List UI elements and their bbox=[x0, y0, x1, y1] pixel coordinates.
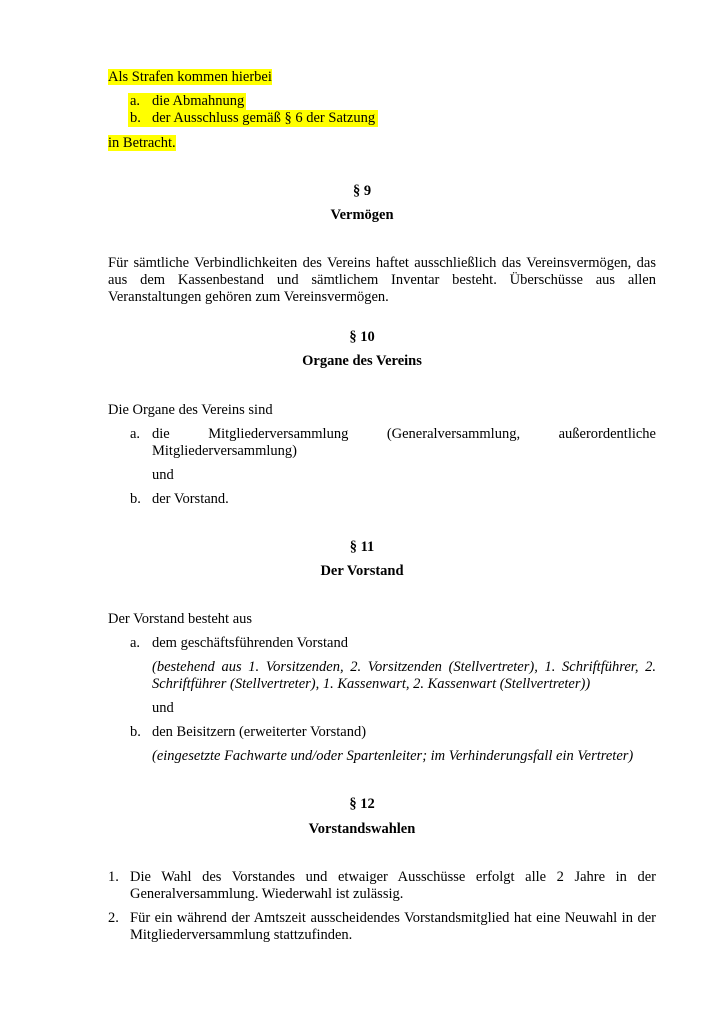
section-9-number: § 9 bbox=[352, 183, 372, 199]
penalty-item-a: die Abmahnung bbox=[152, 93, 245, 109]
section-11-number: § 11 bbox=[349, 539, 375, 555]
board-item-b-note: (eingesetzte Fachwarte und/oder Spartenleiter; im Verhinderungsfall ein Vertreter) bbox=[152, 748, 634, 764]
organ-item-a-line2: Mitgliederversammlung) bbox=[152, 443, 297, 459]
election-item-2-marker: 2. bbox=[108, 910, 119, 926]
election-item-1: Die Wahl des Vorstandes und etwaiger Ausschüsse erfolgt alle 2 Jahre in der Generalversammlung. Wiederwahl ist zulässig. bbox=[130, 869, 656, 902]
board-item-a-marker: a. bbox=[130, 635, 141, 651]
penalty-item-b-marker: b. bbox=[130, 110, 141, 126]
board-and: und bbox=[152, 700, 174, 716]
organ-item-b: der Vorstand. bbox=[152, 491, 229, 507]
organ-item-a-marker: a. bbox=[130, 426, 141, 442]
section-9-title: Vermögen bbox=[330, 207, 394, 223]
penalties-intro: Als Strafen kommen hierbei bbox=[108, 69, 272, 85]
organ-item-a-line1: die Mitgliederversammlung (Generalversammlung, außerordentliche bbox=[152, 426, 656, 442]
section-11-intro: Der Vorstand besteht aus bbox=[108, 611, 253, 627]
section-11-title: Der Vorstand bbox=[320, 563, 404, 579]
section-12-title: Vorstandswahlen bbox=[308, 821, 416, 837]
section-10-number: § 10 bbox=[349, 329, 375, 345]
organ-and: und bbox=[152, 467, 174, 483]
election-item-1-marker: 1. bbox=[108, 869, 119, 885]
section-10-intro: Die Organe des Vereins sind bbox=[108, 402, 273, 418]
election-item-2: Für ein während der Amtszeit ausscheidendes Vorstandsmitglied hat eine Neuwahl in der Mitgliederversammlung stattzufinden. bbox=[130, 910, 656, 943]
section-12-number: § 12 bbox=[349, 796, 375, 812]
section-9-body: Für sämtliche Verbindlichkeiten des Vereins haftet ausschließlich das Vereinsvermögen, das aus dem Kassenbestand und sämtlichem Inventar besteht. Überschüsse aus allen Veranstaltungen gehören zum Vereinsvermögen. bbox=[108, 255, 656, 305]
board-item-b-marker: b. bbox=[130, 724, 141, 740]
board-item-a: dem geschäftsführenden Vorstand bbox=[152, 635, 348, 651]
penalties-outro: in Betracht. bbox=[108, 135, 176, 151]
board-item-b: den Beisitzern (erweiterter Vorstand) bbox=[152, 724, 367, 740]
penalty-item-b: der Ausschluss gemäß § 6 der Satzung bbox=[152, 110, 376, 126]
organ-item-b-marker: b. bbox=[130, 491, 141, 507]
board-item-a-note: (bestehend aus 1. Vorsitzenden, 2. Vorsitzenden (Stellvertreter), 1. Schriftführer, 2. Schriftführer (Stellvertreter), 1. Kassenwart, 2. Kassenwart (Stellvertreter)) bbox=[152, 659, 656, 692]
section-10-title: Organe des Vereins bbox=[302, 353, 422, 369]
penalty-item-a-marker: a. bbox=[130, 93, 141, 109]
